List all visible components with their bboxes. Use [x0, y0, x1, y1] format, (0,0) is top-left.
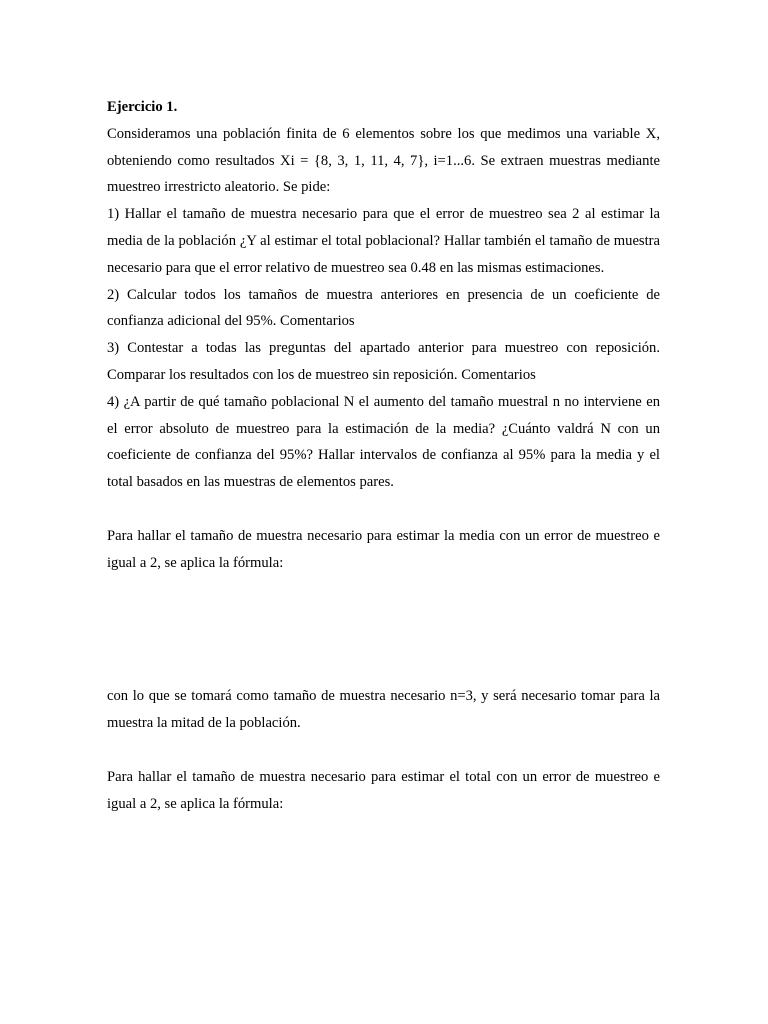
exercise-item-4: 4) ¿A partir de qué tamaño poblacional N el aumento del tamaño muestral n no interviene en el error absoluto de muestreo para la estimación de la media? ¿Cuánto valdrá N con un coeficiente de confianza del 95%? Hallar intervalos de confianza al 95% para la media y el total basados en las muestras de elementos pares.	[107, 393, 660, 491]
paragraph-sample-size-result: con lo que se tomará como tamaño de muestra necesario n=3, y será necesario tomar para la muestra la mitad de la población.	[107, 688, 660, 732]
document-page	[107, 94, 660, 817]
formula-placeholder	[107, 576, 660, 683]
exercise-item-1: 1) Hallar el tamaño de muestra necesario para que el error de muestreo sea 2 al estimar la media de la población ¿Y al estimar el total poblacional? Hallar también el tamaño de muestra necesario para que el error relativo de muestreo sea 0.48 en las mismas estimaciones.	[107, 206, 660, 276]
paragraph-mean-formula: Para hallar el tamaño de muestra necesario para estimar la media con un error de muestreo e igual a 2, se aplica la fórmula:	[107, 527, 660, 571]
paragraph-total-formula: Para hallar el tamaño de muestra necesario para estimar el total con un error de muestreo e igual a 2, se aplica la fórmula:	[107, 768, 660, 812]
exercise-item-2: 2) Calcular todos los tamaños de muestra anteriores en presencia de un coeficiente de confianza adicional del 95%. Comentarios	[107, 286, 660, 330]
exercise-title: Ejercicio 1.	[107, 99, 178, 115]
exercise-item-3: 3) Contestar a todas las preguntas del apartado anterior para muestreo con reposición. Comparar los resultados con los de muestreo sin reposición. Comentarios	[107, 340, 660, 383]
blank-line	[107, 496, 660, 523]
blank-line	[107, 737, 660, 764]
exercise-intro: Consideramos una población finita de 6 elementos sobre los que medimos una variable X, obteniendo como resultados Xi = {8, 3, 1, 11, 4, 7}, i=1...6. Se extraen muestras mediante muestreo irrestricto aleatorio. Se pide:	[107, 125, 660, 196]
